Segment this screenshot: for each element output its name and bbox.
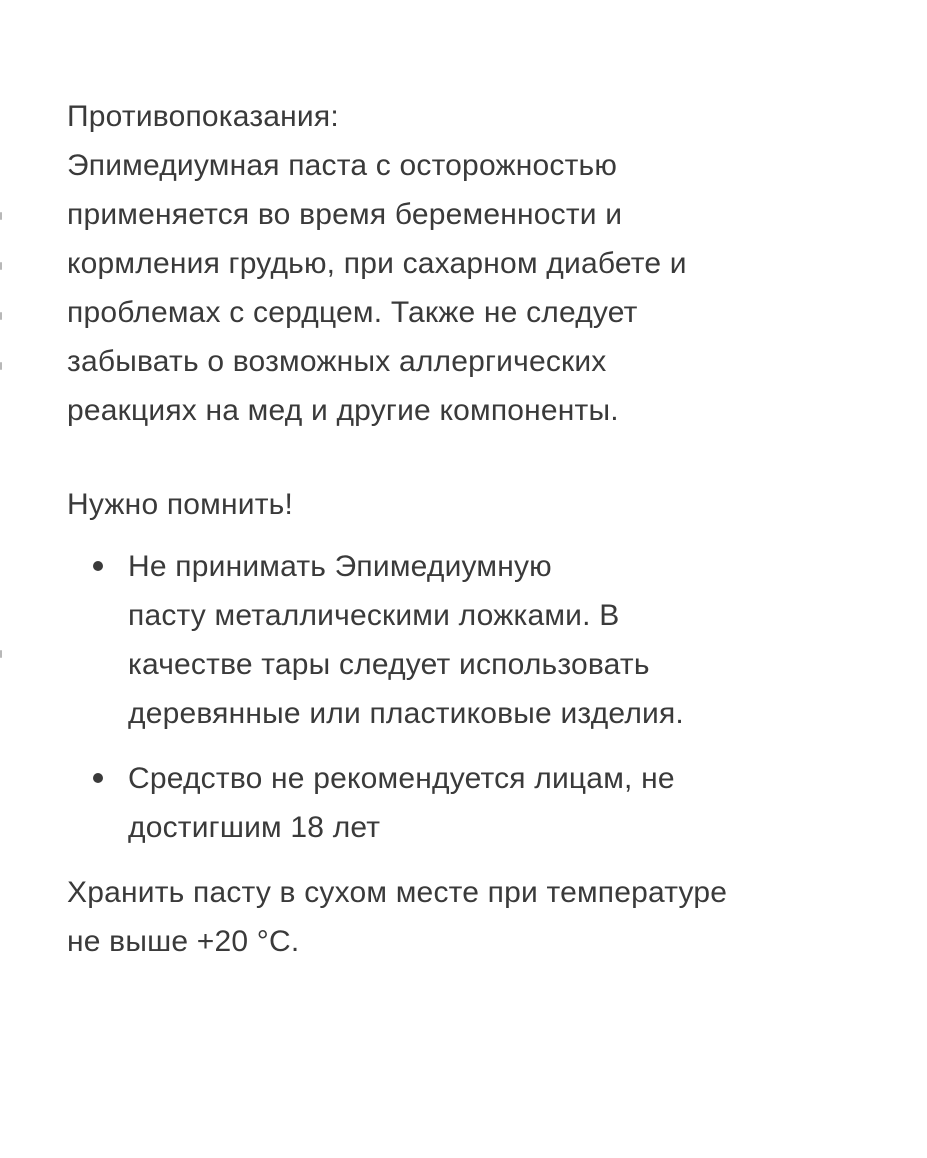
edge-mark <box>0 262 2 270</box>
storage-section <box>67 868 887 966</box>
document-body <box>67 92 887 966</box>
list-item-line: Средство не рекомендуется лицам, не <box>128 762 675 795</box>
contraindications-line: реакциях на мед и другие компоненты. <box>67 394 619 427</box>
contraindications-line: забывать о возможных аллергических <box>67 345 607 378</box>
contraindications-section <box>67 92 887 435</box>
bullet-icon <box>93 773 103 783</box>
list-item-line: пасту металлическими ложками. В <box>128 599 620 632</box>
list-item <box>67 542 887 738</box>
contraindications-line: кормления грудью, при сахарном диабете и <box>67 247 687 280</box>
edge-mark <box>0 312 2 320</box>
list-item-line: достигшим 18 лет <box>128 811 381 844</box>
list-item-line: качестве тары следует использовать <box>128 648 650 681</box>
list-item-line: деревянные или пластиковые изделия. <box>128 697 684 730</box>
remember-heading <box>67 480 887 529</box>
edge-mark <box>0 362 2 370</box>
edge-mark <box>0 212 2 220</box>
list-item-line: Не принимать Эпимедиумную <box>128 550 552 583</box>
bullet-icon <box>93 561 103 571</box>
contraindications-heading: Противопоказания: <box>67 100 339 133</box>
list-item <box>67 754 887 852</box>
contraindications-line: проблемах с сердцем. Также не следует <box>67 296 638 329</box>
contraindications-line: применяется во время беременности и <box>67 198 623 231</box>
edge-mark <box>0 650 2 658</box>
remember-heading-text: Нужно помнить! <box>67 488 294 521</box>
storage-line: не выше +20 °С. <box>67 925 300 958</box>
storage-line: Хранить пасту в сухом месте при температуре <box>67 876 728 909</box>
contraindications-line: Эпимедиумная паста с осторожностью <box>67 149 618 182</box>
remember-list <box>67 542 887 852</box>
